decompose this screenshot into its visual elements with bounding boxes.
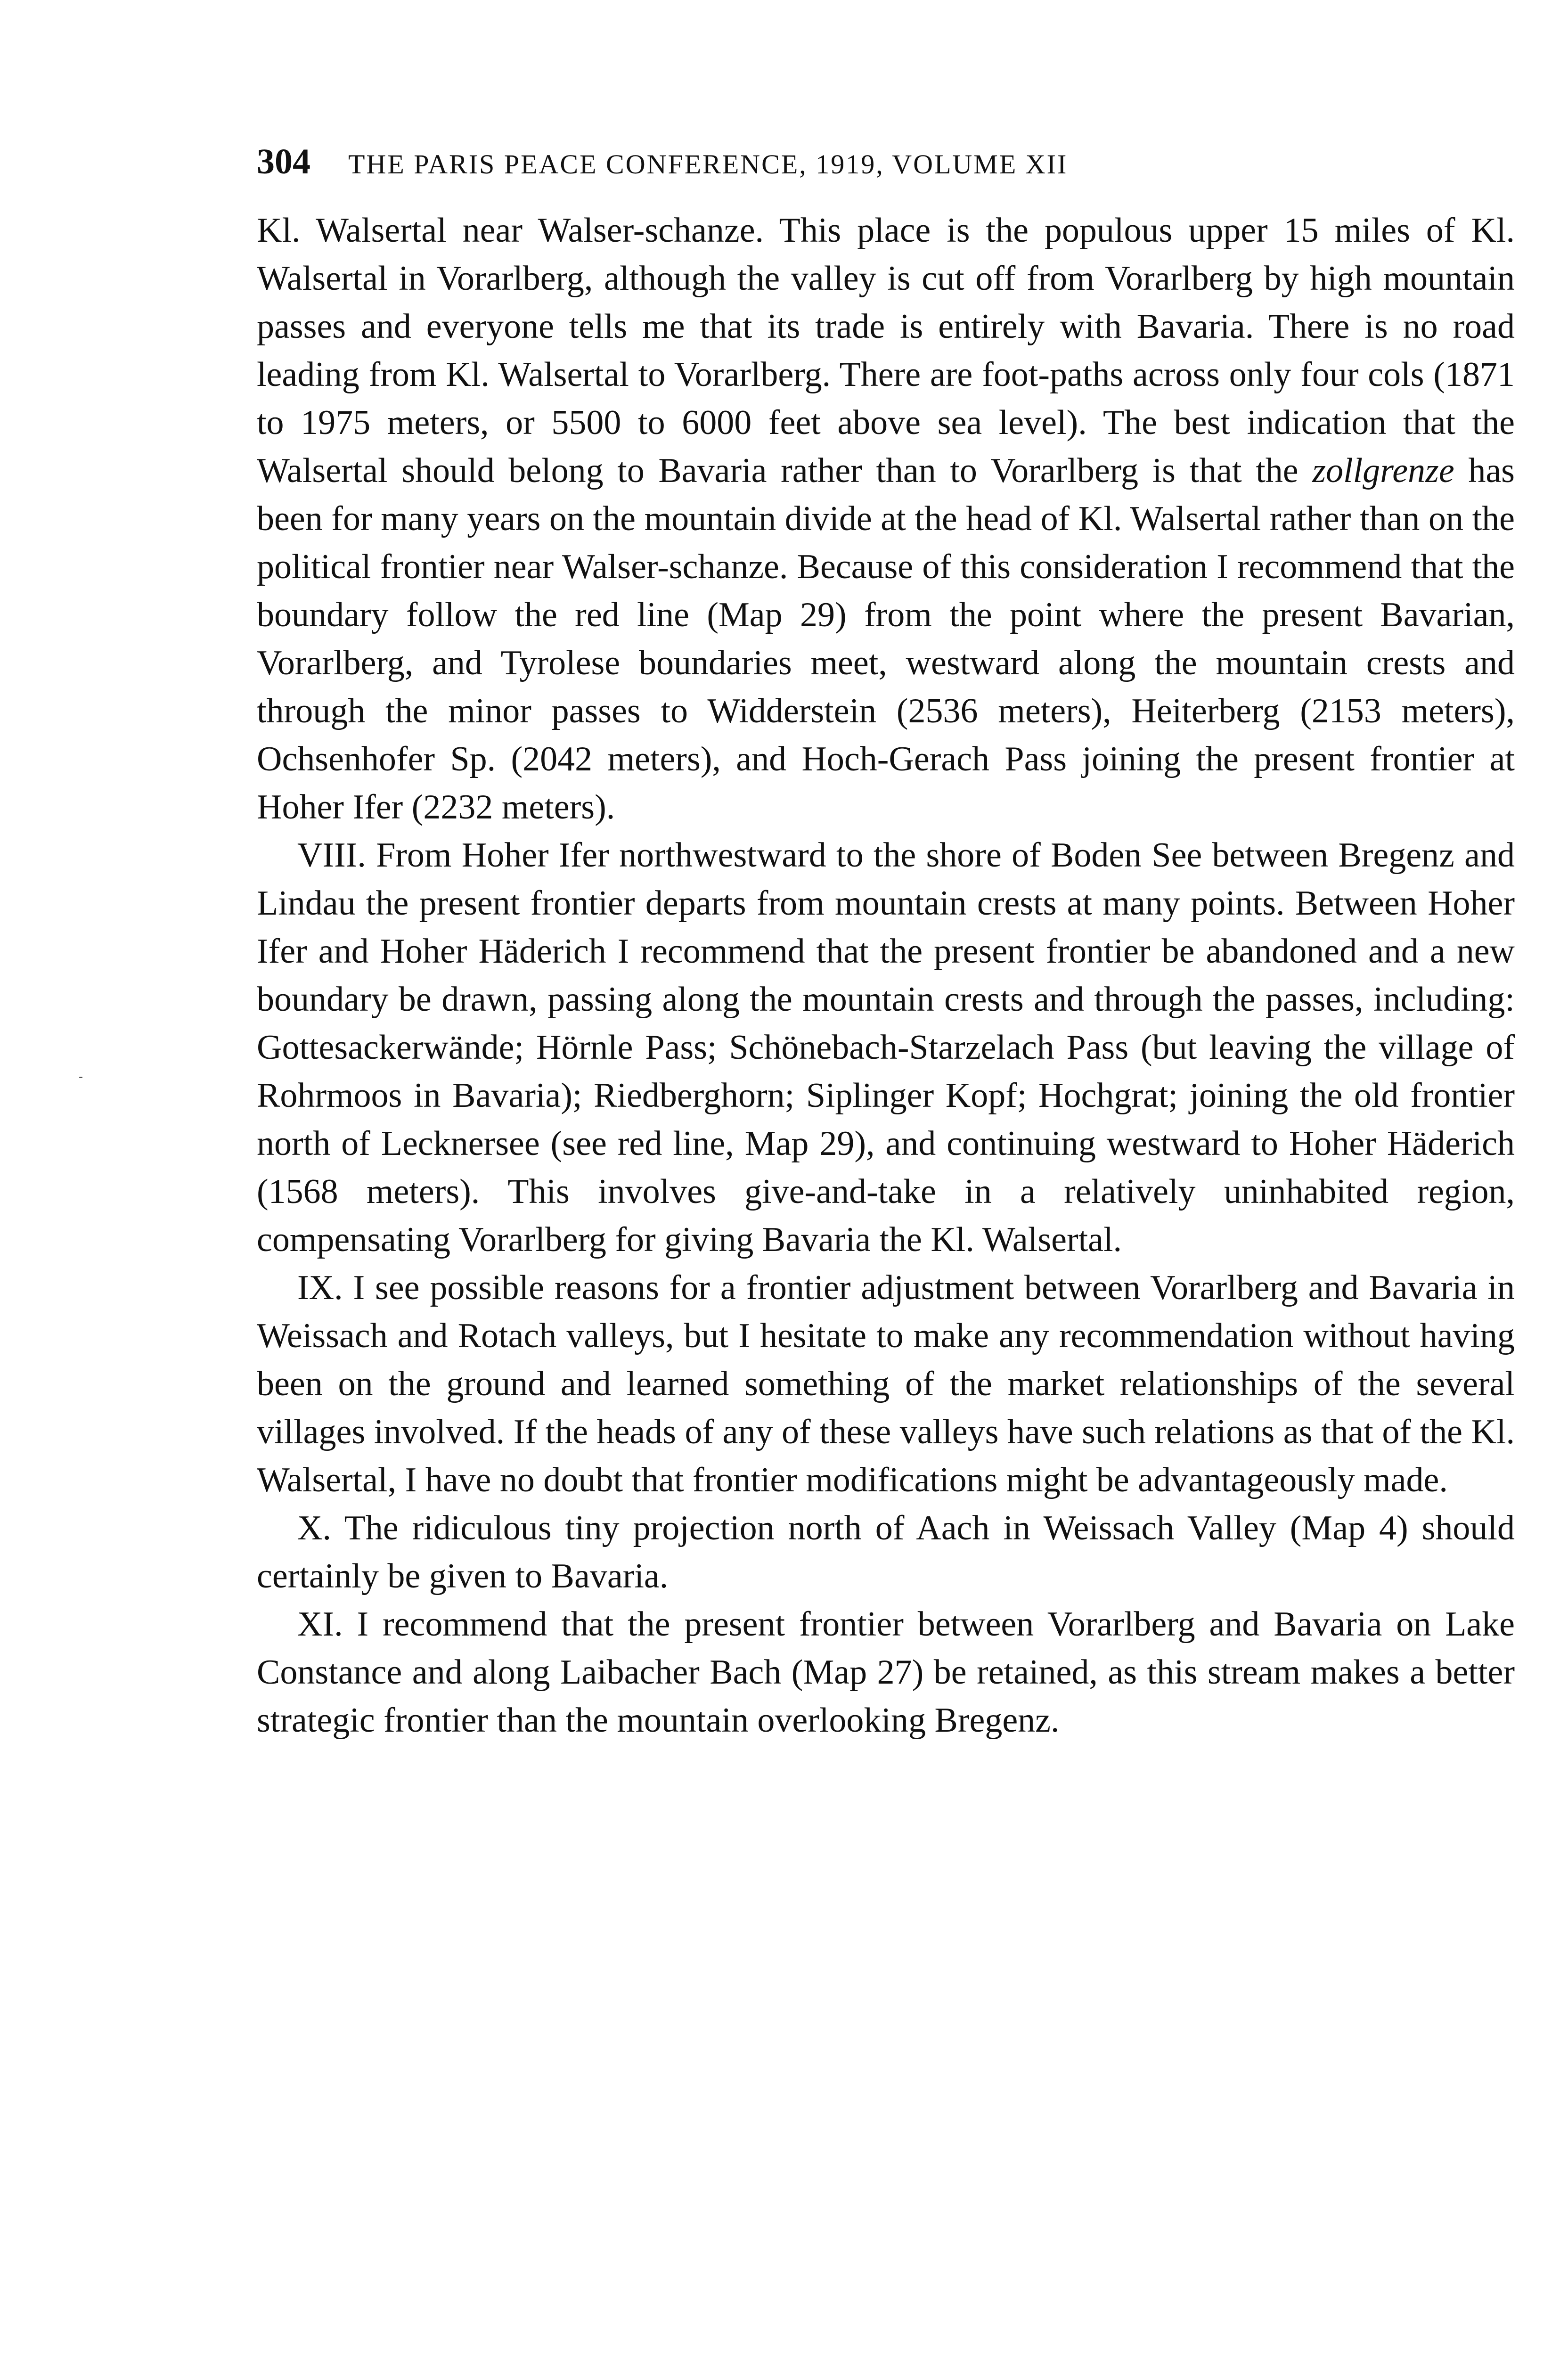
running-header [257, 141, 1515, 198]
body-paragraph [257, 831, 1515, 1264]
body-text [257, 206, 1515, 1744]
body-paragraph [257, 206, 1515, 831]
italic-term: zollgrenze [1312, 451, 1454, 490]
body-paragraph [257, 1504, 1515, 1600]
document-page [257, 141, 1515, 1744]
page-number: 304 [257, 142, 310, 181]
paragraph-text: VIII. From Hoher Ifer northwestward to the shore of Boden See between Bregenz and Lindau the present frontier departs from mountain crests at many points. Between Hoher Ifer and Hoher Häderich I recommend that the present frontier be abandoned and a new boundary be drawn, passing along the mountain crests and through the passes, including: Gottesackerwände; Hörnle Pass; Schönebach-Starzelach Pass (but leaving the village of Rohrmoos in Bavaria); Riedberghorn; Siplinger Kopf; Hochgrat; joining the old frontier north of Lecknersee (see red line, Map 29), and continuing westward to Hoher Häderich (1568 meters). This involves give-and-take in a relatively uninhabited region, compensating Vorarlberg for giving Bavaria the Kl. Walsertal. [257, 836, 1515, 1259]
paragraph-text: XI. I recommend that the present frontier between Vorarlberg and Bavaria on Lake Constance and along Laibacher Bach (Map 27) be retained, as this stream makes a better strategic frontier than the mountain overlooking Bregenz. [257, 1605, 1515, 1740]
scan-speck [79, 1077, 82, 1078]
running-title: THE PARIS PEACE CONFERENCE, 1919, VOLUME XII [348, 149, 1068, 180]
body-paragraph [257, 1264, 1515, 1504]
paragraph-text: has been for many years on the mountain divide at the head of Kl. Walsertal rather than on the political frontier near Walser-schanze. Because of this consideration I recommend that the boundary follow the red line (Map 29) from the point where the present Bavarian, Vorarlberg, and Tyrolese boundaries meet, westward along the mountain crests and through the minor passes to Widderstein (2536 meters), Heiterberg (2153 meters), Ochsenhofer Sp. (2042 meters), and Hoch-Gerach Pass joining the present frontier at Hoher Ifer (2232 meters). [257, 451, 1515, 826]
paragraph-text: IX. I see possible reasons for a frontier adjustment between Vorarlberg and Bavaria in Weissach and Rotach valleys, but I hesitate to make any recommendation without having been on the ground and learned something of the market relationships of the several villages involved. If the heads of any of these valleys have such relations as that of the Kl. Walsertal, I have no doubt that frontier modifications might be advantageously made. [257, 1268, 1515, 1499]
body-paragraph [257, 1600, 1515, 1744]
paragraph-text: Kl. Walsertal near Walser-schanze. This place is the populous upper 15 miles of Kl. Walsertal in Vorarlberg, although the valley is cut off from Vorarlberg by high mountain passes and everyone tells me that its trade is entirely with Bavaria. There is no road leading from Kl. Walsertal to Vorarlberg. There are foot-paths across only four cols (1871 to 1975 meters, or 5500 to 6000 feet above sea level). The best indication that the Walsertal should belong to Bavaria rather than to Vorarlberg is that the [257, 211, 1515, 490]
paragraph-text: X. The ridiculous tiny projection north of Aach in Weissach Valley (Map 4) should certainly be given to Bavaria. [257, 1509, 1515, 1595]
